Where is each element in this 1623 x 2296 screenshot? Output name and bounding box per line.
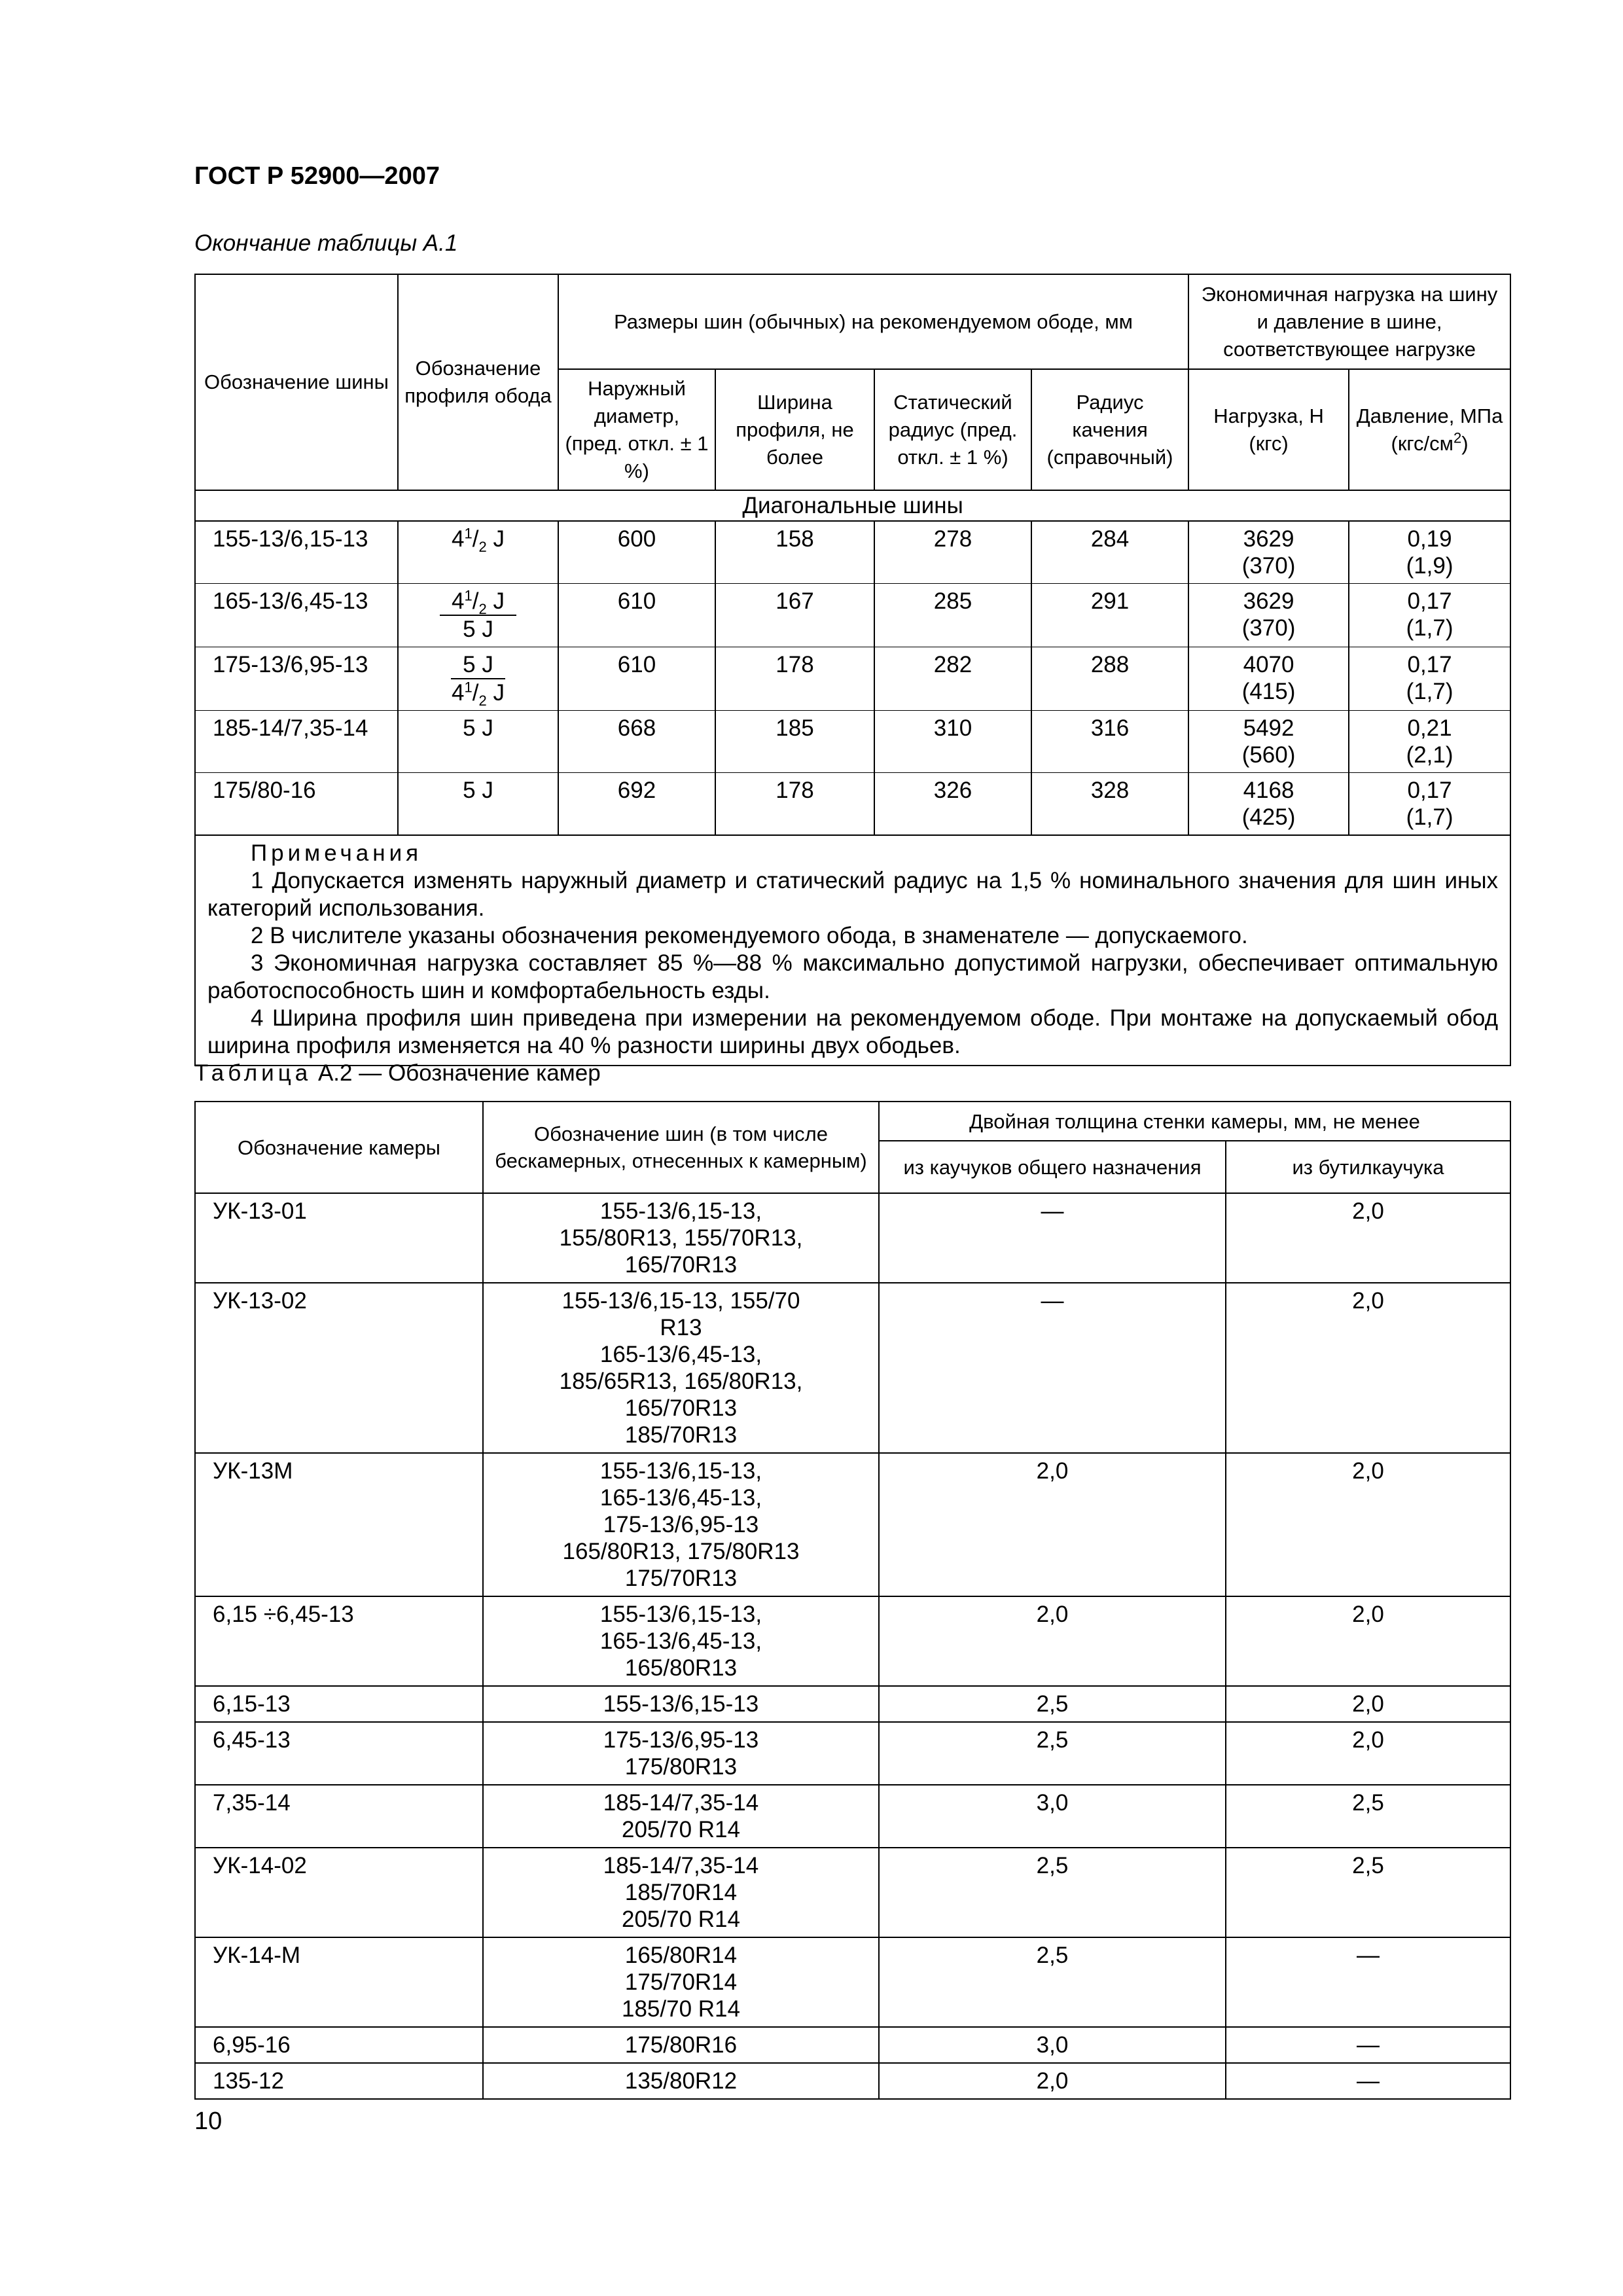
tire-line: 155-13/6,15-13	[603, 1691, 759, 1717]
load-value: 5492 (560)	[1188, 711, 1349, 773]
table-a2	[194, 1101, 1511, 2100]
tire-line: 155-13/6,15-13,	[599, 1458, 762, 1484]
tire-designations	[483, 1722, 879, 1785]
rim-profile: 5 J	[398, 711, 558, 773]
tire-line: 165/80R13, 175/80R13	[562, 1539, 800, 1564]
wall-butyl: 2,0	[1226, 1596, 1510, 1686]
col-tire-designation: Обозначение шины	[195, 274, 398, 490]
tire-line: 155-13/6,15-13,	[599, 1198, 762, 1224]
rolling-radius: 316	[1031, 711, 1188, 773]
tire-designations	[483, 1453, 879, 1596]
tire-designations	[483, 1785, 879, 1848]
rolling-radius: 328	[1031, 773, 1188, 836]
table-row	[195, 1193, 1510, 1283]
tire-designations	[483, 1193, 879, 1283]
rolling-radius: 284	[1031, 521, 1188, 584]
tire-line: 205/70 R14	[622, 1817, 740, 1842]
tube-designation: УК-13-01	[195, 1193, 483, 1283]
tire-line: 165/70R13	[624, 1395, 738, 1421]
tube-designation: УК-14-М	[195, 1937, 483, 2027]
tire-designation: 175-13/6,95-13	[195, 647, 398, 711]
pressure-header-sup: 2	[1453, 429, 1462, 446]
profile-width: 158	[715, 521, 874, 584]
col-tires: Обозначение шин (в том числе бескамерных, отнесенных к камерным)	[483, 1102, 879, 1193]
tire-designations	[483, 1937, 879, 2027]
table-a1	[194, 274, 1511, 1066]
table2-caption-text: А.2 — Обозначение камер	[312, 1060, 601, 1086]
col-butyl: из бутилкаучука	[1226, 1141, 1510, 1193]
tube-designation: 6,45-13	[195, 1722, 483, 1785]
load-value: 4070 (415)	[1188, 647, 1349, 711]
pressure-value: 0,17 (1,7)	[1349, 584, 1510, 647]
table2-caption-label: Таблица	[194, 1060, 312, 1086]
notes-title: Примечания	[251, 840, 423, 866]
wall-butyl: 2,5	[1226, 1848, 1510, 1937]
page-number: 10	[194, 2108, 223, 2135]
table2-caption	[194, 1060, 601, 1086]
wall-general: 2,0	[879, 2063, 1226, 2099]
outer-diameter: 610	[558, 584, 715, 647]
table-row	[195, 1283, 1510, 1453]
tube-designation: 6,15 ÷6,45-13	[195, 1596, 483, 1686]
wall-general: 2,0	[879, 1596, 1226, 1686]
tire-designations	[483, 2063, 879, 2099]
tire-line: 165-13/6,45-13,	[599, 1485, 762, 1511]
wall-butyl: —	[1226, 2027, 1510, 2063]
tire-line: 175/80R16	[624, 2032, 738, 2058]
tire-line: 185/70 R14	[622, 1996, 740, 2022]
tire-line: 175-13/6,95-13	[603, 1512, 759, 1537]
table-row	[195, 1686, 1510, 1722]
table-row	[195, 2027, 1510, 2063]
col-pressure	[1349, 369, 1510, 490]
tire-line: 175/80R13	[624, 1754, 738, 1780]
outer-diameter: 668	[558, 711, 715, 773]
tube-designation: УК-14-02	[195, 1848, 483, 1937]
col-rolling-radius: Радиус качения (справочный)	[1031, 369, 1188, 490]
tire-designations	[483, 2027, 879, 2063]
static-radius: 278	[874, 521, 1031, 584]
static-radius: 326	[874, 773, 1031, 836]
load-value: 3629 (370)	[1188, 521, 1349, 584]
tire-line: 185/65R13, 165/80R13,	[559, 1369, 803, 1394]
static-radius: 285	[874, 584, 1031, 647]
col-tube: Обозначение камеры	[195, 1102, 483, 1193]
tire-line: 135/80R12	[624, 2068, 738, 2094]
wall-butyl: 2,0	[1226, 1722, 1510, 1785]
tire-line: R13	[660, 1315, 702, 1340]
table-row	[195, 773, 1510, 836]
load-value: 4168 (425)	[1188, 773, 1349, 836]
wall-butyl: 2,0	[1226, 1686, 1510, 1722]
tire-line: 155-13/6,15-13, 155/70	[562, 1288, 800, 1314]
col-profile-width: Ширина профиля, не более	[715, 369, 874, 490]
tire-designations	[483, 1596, 879, 1686]
tube-designation: 7,35-14	[195, 1785, 483, 1848]
tube-designation: УК-13-02	[195, 1283, 483, 1453]
tube-designation: УК-13М	[195, 1453, 483, 1596]
table-row	[195, 1596, 1510, 1686]
rolling-radius: 291	[1031, 584, 1188, 647]
section-title: Диагональные шины	[195, 490, 1510, 521]
col-group-wall: Двойная толщина стенки камеры, мм, не менее	[879, 1102, 1510, 1141]
wall-general: —	[879, 1193, 1226, 1283]
static-radius: 310	[874, 711, 1031, 773]
pressure-value: 0,17 (1,7)	[1349, 773, 1510, 836]
col-group-load: Экономичная нагрузка на шину и давление в шине, соответствующее нагрузке	[1188, 274, 1510, 369]
tire-line: 175/70R13	[624, 1566, 738, 1591]
note-item: 1 Допускается изменять наружный диаметр и статический радиус на 1,5 % номинального значения для шин иных категорий использования.	[207, 868, 1499, 921]
wall-butyl: 2,5	[1226, 1785, 1510, 1848]
table-row	[195, 2063, 1510, 2099]
table-notes	[195, 835, 1510, 1066]
load-value: 3629 (370)	[1188, 584, 1349, 647]
table1-caption: Окончание таблицы А.1	[194, 230, 458, 256]
wall-butyl: —	[1226, 2063, 1510, 2099]
table-row	[195, 521, 1510, 584]
wall-butyl: 2,0	[1226, 1453, 1510, 1596]
tire-line: 165/80R13	[624, 1655, 738, 1681]
wall-general: 2,5	[879, 1937, 1226, 2027]
wall-general: 2,5	[879, 1848, 1226, 1937]
col-general-rubber: из каучуков общего назначения	[879, 1141, 1226, 1193]
outer-diameter: 610	[558, 647, 715, 711]
wall-butyl: —	[1226, 1937, 1510, 2027]
col-static-radius: Статический радиус (пред. откл. ± 1 %)	[874, 369, 1031, 490]
table-row	[195, 584, 1510, 647]
col-group-sizes: Размеры шин (обычных) на рекомендуемом ободе, мм	[558, 274, 1188, 369]
tire-line: 185-14/7,35-14	[603, 1853, 759, 1878]
static-radius: 282	[874, 647, 1031, 711]
outer-diameter: 692	[558, 773, 715, 836]
wall-general: 2,5	[879, 1686, 1226, 1722]
wall-general: 3,0	[879, 1785, 1226, 1848]
profile-width: 185	[715, 711, 874, 773]
pressure-value: 0,21 (2,1)	[1349, 711, 1510, 773]
tire-designation: 185-14/7,35-14	[195, 711, 398, 773]
tire-line: 165/70R13	[624, 1252, 738, 1278]
col-load: Нагрузка, Н (кгс)	[1188, 369, 1349, 490]
tire-line: 165-13/6,45-13,	[599, 1342, 762, 1367]
tire-designation: 175/80-16	[195, 773, 398, 836]
rim-profile: $4^1/_2$ J 5 J	[398, 584, 558, 647]
rim-profile: 5 J	[398, 773, 558, 836]
table-row	[195, 711, 1510, 773]
table-row	[195, 1453, 1510, 1596]
table-row	[195, 1785, 1510, 1848]
wall-butyl: 2,0	[1226, 1283, 1510, 1453]
tire-line: 175-13/6,95-13	[603, 1727, 759, 1753]
tire-line: 185/70R14	[624, 1880, 738, 1905]
note-item: 4 Ширина профиля шин приведена при измерении на рекомендуемом ободе. При монтаже на допускаемый обод ширина профиля изменяется на 40 % разности ширины двух ободьев.	[207, 1005, 1499, 1058]
tire-designation: 155-13/6,15-13	[195, 521, 398, 584]
col-rim-profile: Обозначение профиля обода	[398, 274, 558, 490]
wall-general: —	[879, 1283, 1226, 1453]
table-row	[195, 1937, 1510, 2027]
tire-designation: 165-13/6,45-13	[195, 584, 398, 647]
profile-width: 178	[715, 647, 874, 711]
rim-profile: 5 J $4^1/_2$ J	[398, 647, 558, 711]
profile-width: 178	[715, 773, 874, 836]
note-item: 2 В числителе указаны обозначения рекомендуемого обода, в знаменателе — допускаемого.	[251, 923, 1248, 948]
tire-line: 185/70R13	[624, 1422, 738, 1448]
pressure-header-suffix: )	[1461, 431, 1469, 455]
rim-profile: $4^1/_2$ J	[398, 521, 558, 584]
tire-line: 165-13/6,45-13,	[599, 1628, 762, 1654]
wall-butyl: 2,0	[1226, 1193, 1510, 1283]
pressure-value: 0,19 (1,9)	[1349, 521, 1510, 584]
tube-designation: 6,95-16	[195, 2027, 483, 2063]
tube-designation: 135-12	[195, 2063, 483, 2099]
tire-designations	[483, 1686, 879, 1722]
tire-designations	[483, 1848, 879, 1937]
wall-general: 2,0	[879, 1453, 1226, 1596]
tire-line: 185-14/7,35-14	[603, 1790, 759, 1816]
pressure-value: 0,17 (1,7)	[1349, 647, 1510, 711]
tire-designations	[483, 1283, 879, 1453]
table-row	[195, 647, 1510, 711]
tube-designation: 6,15-13	[195, 1686, 483, 1722]
table-row	[195, 1722, 1510, 1785]
profile-width: 167	[715, 584, 874, 647]
rolling-radius: 288	[1031, 647, 1188, 711]
tire-line: 155/80R13, 155/70R13,	[559, 1225, 803, 1251]
tire-line: 205/70 R14	[622, 1907, 740, 1932]
document-id: ГОСТ Р 52900—2007	[194, 162, 440, 190]
table-row	[195, 1848, 1510, 1937]
col-outer-diameter: Наружный диаметр, (пред. откл. ± 1 %)	[558, 369, 715, 490]
wall-general: 3,0	[879, 2027, 1226, 2063]
tire-line: 165/80R14	[624, 1943, 738, 1968]
wall-general: 2,5	[879, 1722, 1226, 1785]
tire-line: 155-13/6,15-13,	[599, 1602, 762, 1627]
pressure-header-text: Давление, МПа (кгс/см	[1356, 404, 1503, 455]
tire-line: 175/70R14	[624, 1969, 738, 1995]
outer-diameter: 600	[558, 521, 715, 584]
note-item: 3 Экономичная нагрузка составляет 85 %—88 % максимально допустимой нагрузки, обеспечивает оптимальную работоспособность шин и комфортабельность езды.	[207, 950, 1499, 1003]
